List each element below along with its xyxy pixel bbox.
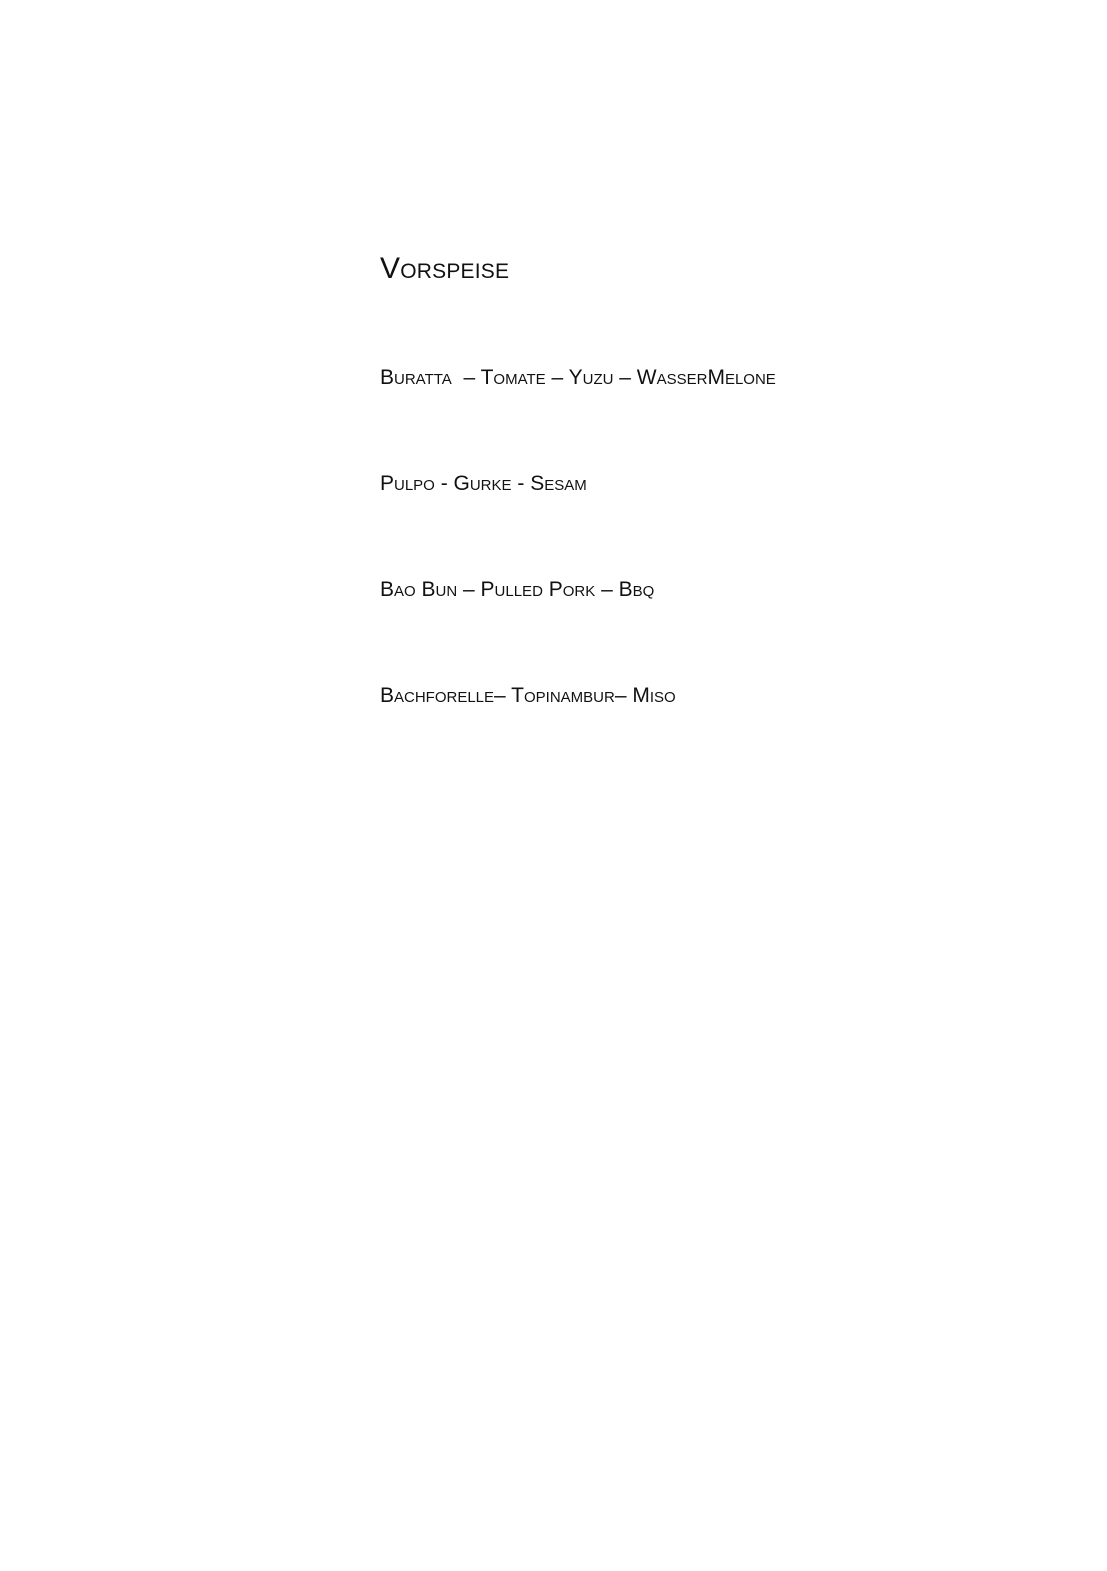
section-title: Vorspeise: [380, 252, 510, 285]
dish-item: Buratta – Tomate – Yuzu – WasserMelone: [380, 366, 776, 389]
dish-item: Bachforelle– Topinambur– Miso: [380, 684, 676, 707]
dish-item: Bao Bun – Pulled Pork – Bbq: [380, 578, 655, 601]
dish-list: [380, 364, 1080, 710]
menu-section: [380, 245, 1080, 788]
dish-item: Pulpo - Gurke - Sesam: [380, 472, 587, 495]
